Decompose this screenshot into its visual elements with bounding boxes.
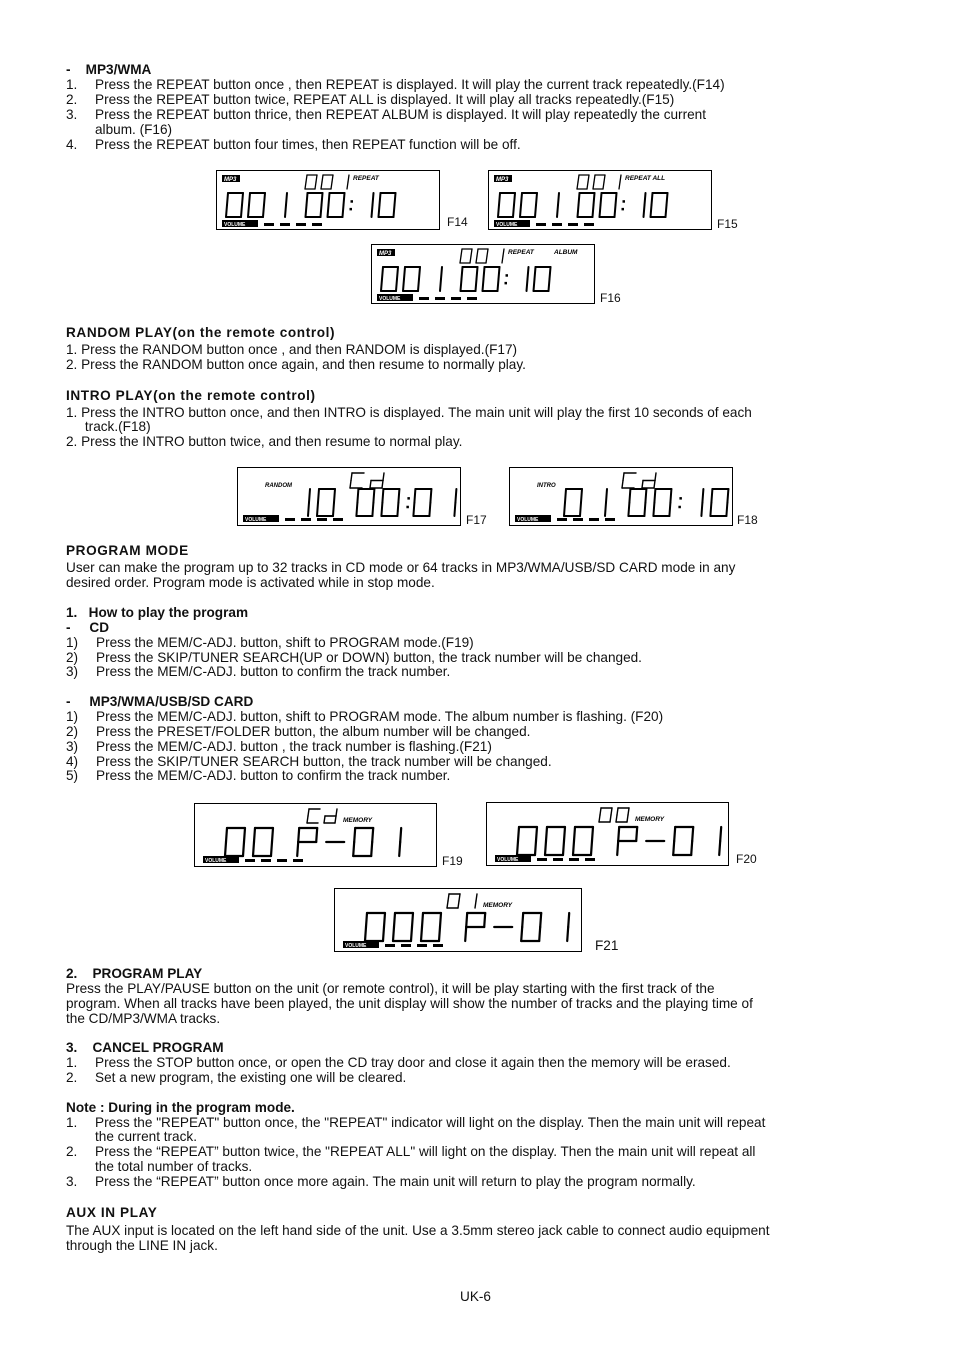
- lcd-display-f20: [486, 802, 729, 866]
- program-mode-heading: PROGRAM MODE: [66, 543, 189, 558]
- svg-text:INTRO: INTRO: [537, 483, 556, 489]
- mp3-step-3-number: 3): [66, 739, 79, 754]
- mp3-step-4: Press the SKIP/TUNER SEARCH button, the track number will be changed.: [96, 754, 552, 769]
- cancel-heading: 3. CANCEL PROGRAM: [66, 1040, 224, 1055]
- random-item-1: 1. Press the RANDOM button once , and then RANDOM is displayed.(F17): [66, 342, 518, 357]
- mp3wma-item-1-number: 1.: [66, 77, 78, 92]
- intro-heading: INTRO PLAY(on the remote control): [66, 388, 316, 403]
- note-heading: Note : During in the program mode.: [66, 1100, 295, 1115]
- figure-label-f14: F14: [447, 215, 468, 229]
- program-mode-desc-1: User can make the program up to 32 tracks in CD mode or 64 tracks in MP3/WMA/USB/SD CARD mode in any: [66, 560, 736, 575]
- mp3wma-item-1: Press the REPEAT button once , then REPEAT is displayed. It will play the current track repeatedly.(F14): [95, 77, 725, 92]
- aux-line-1: The AUX input is located on the left hand side of the unit. Use a 3.5mm stereo jack cable to connect audio equipment: [66, 1223, 770, 1238]
- cancel-item-1: Press the STOP button once, or open the CD tray door and close it again then the memory will be erased.: [95, 1055, 731, 1070]
- figure-label-f17: F17: [466, 513, 487, 527]
- note-item-1-number: 1.: [66, 1115, 78, 1130]
- svg-text:VOLUME: VOLUME: [205, 858, 227, 864]
- cancel-item-2: Set a new program, the existing one will be cleared.: [95, 1070, 407, 1085]
- figure-label-f15: F15: [717, 217, 738, 231]
- note-item-1: Press the "REPEAT" button once, the "REPEAT" indicator will light on the display. Then the main unit will repeat: [95, 1115, 766, 1130]
- lcd-display-f14: [216, 170, 440, 230]
- svg-text:MEMORY: MEMORY: [343, 817, 373, 824]
- lcd-display-f17: [237, 467, 461, 526]
- cancel-item-2-number: 2.: [66, 1070, 78, 1085]
- cd-subheading: - CD: [66, 620, 110, 635]
- figure-label-f19: F19: [442, 854, 463, 868]
- svg-text:VOLUME: VOLUME: [496, 222, 518, 228]
- cd-step-1-number: 1): [66, 635, 79, 650]
- program-play-line-1: Press the PLAY/PAUSE button on the unit (or remote control), it will be play starting with the first track of the: [66, 981, 715, 996]
- mp3wma-item-3: Press the REPEAT button thrice, then REPEAT ALBUM is displayed. It will play repeatedly the current: [95, 107, 707, 122]
- cd-step-2: Press the SKIP/TUNER SEARCH(UP or DOWN) button, the track number will be changed.: [96, 650, 642, 665]
- svg-text:MEMORY: MEMORY: [635, 816, 665, 823]
- note-item-2-number: 2.: [66, 1144, 78, 1159]
- lcd-display-f15: [488, 170, 712, 230]
- mp3-step-2: Press the PRESET/FOLDER button, the album number will be changed.: [96, 724, 531, 739]
- intro-item-2: 2. Press the INTRO button twice, and then resume to normal play.: [66, 434, 463, 449]
- cd-step-3-number: 3): [66, 664, 79, 679]
- svg-text:MEMORY: MEMORY: [483, 902, 513, 909]
- note-item-2-cont: the total number of tracks.: [95, 1159, 253, 1174]
- svg-text:ALBUM: ALBUM: [554, 249, 578, 256]
- mp3-step-2-number: 2): [66, 724, 79, 739]
- intro-item-1-cont: track.(F18): [66, 419, 151, 434]
- intro-item-1: 1. Press the INTRO button once, and then INTRO is displayed. The main unit will play the first 10 seconds of each: [66, 405, 752, 420]
- lcd-display-f21: [334, 888, 582, 952]
- mp3wma-item-2: Press the REPEAT button twice, REPEAT ALL is displayed. It will play all tracks repeatedly.(F15): [95, 92, 675, 107]
- svg-text:MP3: MP3: [224, 177, 237, 183]
- lcd-display-f18: [509, 467, 733, 526]
- svg-text:VOLUME: VOLUME: [224, 222, 246, 228]
- mp3-step-1: Press the MEM/C-ADJ. button, shift to PROGRAM mode. The album number is flashing. (F20): [96, 709, 664, 724]
- lcd-display-f19: [194, 803, 437, 867]
- aux-line-2: through the LINE IN jack.: [66, 1238, 218, 1253]
- svg-text:VOLUME: VOLUME: [345, 943, 367, 949]
- mp3wma-item-3-number: 3.: [66, 107, 78, 122]
- mp3-step-4-number: 4): [66, 754, 79, 769]
- program-mode-desc-2: desired order. Program mode is activated while in stop mode.: [66, 575, 435, 590]
- figure-label-f18: F18: [737, 513, 758, 527]
- random-item-2: 2. Press the RANDOM button once again, and then resume to normally play.: [66, 357, 526, 372]
- svg-text:VOLUME: VOLUME: [379, 296, 401, 302]
- mp3wma-heading: - MP3/WMA: [66, 62, 152, 77]
- mp3wma-item-3-cont: album. (F16): [95, 122, 173, 137]
- svg-text:VOLUME: VOLUME: [245, 517, 267, 523]
- svg-text:MP3: MP3: [496, 177, 509, 183]
- lcd-display-f16: [371, 244, 595, 304]
- program-play-heading: 2. PROGRAM PLAY: [66, 966, 203, 981]
- note-item-3-number: 3.: [66, 1174, 78, 1189]
- aux-heading: AUX IN PLAY: [66, 1205, 158, 1220]
- figure-label-f21: F21: [595, 938, 619, 953]
- svg-text:REPEAT: REPEAT: [508, 249, 534, 256]
- figure-label-f20: F20: [736, 852, 757, 866]
- random-heading: RANDOM PLAY(on the remote control): [66, 325, 336, 340]
- svg-text:MP3: MP3: [379, 251, 392, 257]
- note-item-1-cont: the current track.: [95, 1129, 197, 1144]
- cd-step-1: Press the MEM/C-ADJ. button, shift to PROGRAM mode.(F19): [96, 635, 474, 650]
- svg-text:REPEAT ALL: REPEAT ALL: [625, 175, 666, 182]
- figure-label-f16: F16: [600, 291, 621, 305]
- svg-text:VOLUME: VOLUME: [497, 857, 519, 863]
- mp3-subheading: - MP3/WMA/USB/SD CARD: [66, 694, 254, 709]
- mp3-step-5: Press the MEM/C-ADJ. button to confirm the track number.: [96, 768, 451, 783]
- cancel-item-1-number: 1.: [66, 1055, 78, 1070]
- note-item-2: Press the “REPEAT” button twice, the "REPEAT ALL" will light on the display. Then the main unit will repeat all: [95, 1144, 756, 1159]
- note-item-3: Press the “REPEAT” button once more again. The main unit will return to play the program normally.: [95, 1174, 696, 1189]
- program-play-line-3: the CD/MP3/WMA tracks.: [66, 1011, 221, 1026]
- mp3-step-3: Press the MEM/C-ADJ. button , the track number is flashing.(F21): [96, 739, 492, 754]
- cd-step-2-number: 2): [66, 650, 79, 665]
- mp3wma-item-2-number: 2.: [66, 92, 78, 107]
- svg-text:VOLUME: VOLUME: [517, 517, 539, 523]
- svg-text:RANDOM: RANDOM: [265, 483, 292, 489]
- how-to-heading: 1. How to play the program: [66, 605, 249, 620]
- mp3wma-item-4: Press the REPEAT button four times, then REPEAT function will be off.: [95, 137, 521, 152]
- page-number: UK-6: [460, 1289, 491, 1304]
- mp3wma-item-4-number: 4.: [66, 137, 78, 152]
- svg-text:REPEAT: REPEAT: [353, 175, 379, 182]
- program-play-line-2: program. When all tracks have been played, the unit display will show the number of tracks and the playing time of: [66, 996, 753, 1011]
- mp3-step-1-number: 1): [66, 709, 79, 724]
- mp3-step-5-number: 5): [66, 768, 79, 783]
- cd-step-3: Press the MEM/C-ADJ. button to confirm the track number.: [96, 664, 451, 679]
